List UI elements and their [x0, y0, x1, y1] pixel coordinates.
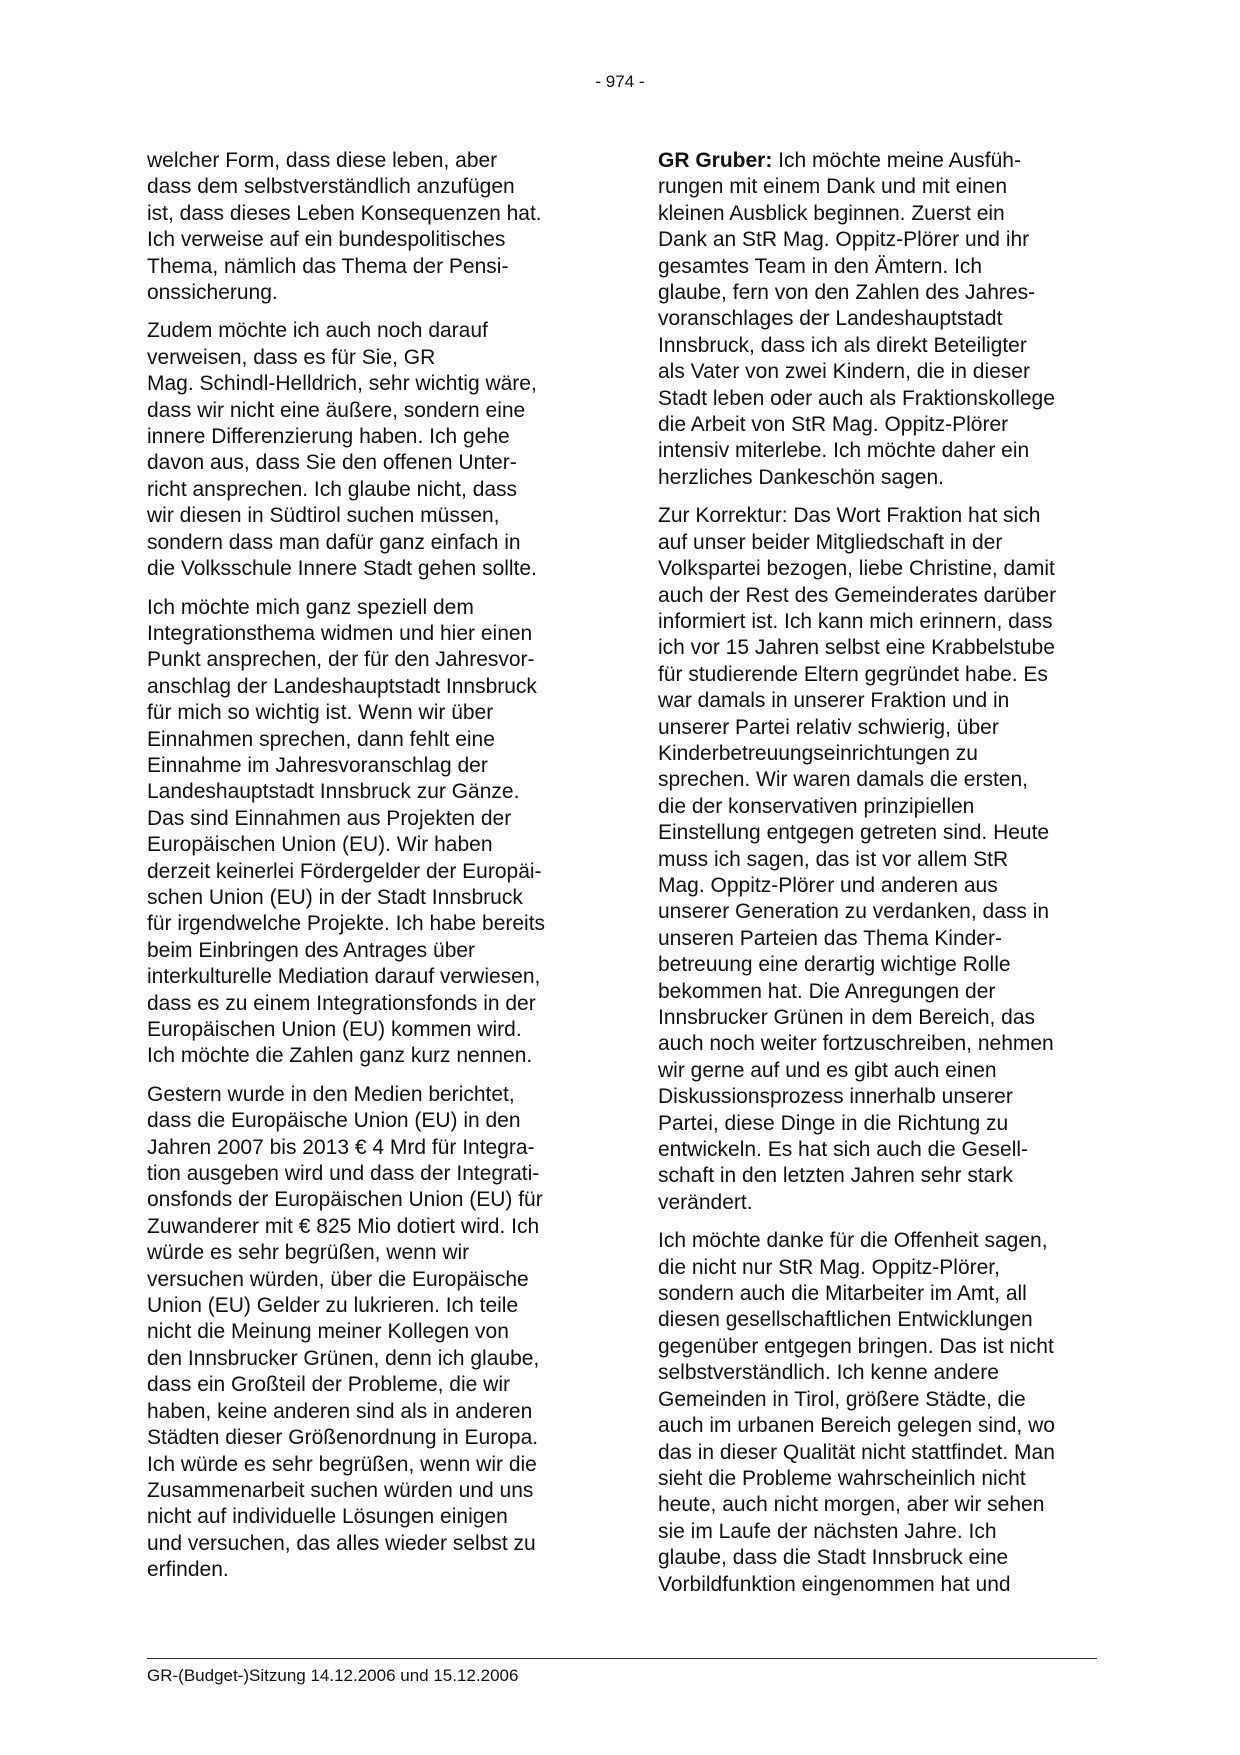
text-line: ist, dass dieses Leben Konsequenzen hat. — [147, 201, 542, 225]
text-line: versuchen würden, über die Europäische — [147, 1267, 529, 1291]
text-line: Einnahme im Jahresvoranschlag der — [147, 753, 488, 777]
page-number: - 974 - — [595, 72, 645, 91]
text-line — [658, 148, 1098, 174]
text-line: Vorbildfunktion eingenommen hat und — [658, 1572, 1011, 1596]
text-line: die Arbeit von StR Mag. Oppitz-Plörer — [658, 413, 1009, 437]
text-line: Zudem möchte ich auch noch darauf — [147, 319, 488, 343]
text-line: Partei, diese Dinge in die Richtung zu — [658, 1111, 1009, 1135]
footer-text: GR-(Budget-)Sitzung 14.12.2006 und 15.12.2006 — [147, 1666, 519, 1685]
text-line: Landeshauptstadt Innsbruck zur Gänze. — [147, 780, 520, 804]
paragraph — [147, 318, 587, 582]
text-line: davon aus, dass Sie den offenen Unter- — [147, 451, 517, 475]
text-line: welcher Form, dass diese leben, aber — [147, 149, 498, 172]
text-line: entwickeln. Es hat sich auch die Gesell- — [658, 1138, 1029, 1162]
text-line: Europäischen Union (EU) kommen wird. — [147, 1018, 522, 1041]
text-line: sondern dass man dafür ganz einfach in — [147, 530, 521, 554]
text-line: nicht auf individuelle Lösungen einigen — [147, 1505, 508, 1529]
text-line: erfinden. — [147, 1558, 229, 1582]
text-line: auf unser beider Mitgliedschaft in der — [658, 530, 1003, 554]
text-line: wir gerne auf und es gibt auch einen — [658, 1058, 997, 1082]
text-line: Zusammenarbeit suchen würden und uns — [147, 1478, 534, 1502]
text-line: für mich so wichtig ist. Wenn wir über — [147, 701, 494, 725]
text-line: intensiv miterlebe. Ich möchte daher ein — [658, 439, 1030, 463]
text-line: rungen mit einem Dank und mit einen — [658, 175, 1008, 199]
paragraph — [658, 1228, 1098, 1598]
text-line: innere Differenzierung haben. Ich gehe — [147, 425, 510, 449]
text-line: Volkspartei bezogen, liebe Christine, damit — [658, 557, 1055, 581]
text-line: für irgendwelche Projekte. Ich habe bereits — [147, 912, 546, 936]
text-line: verändert. — [658, 1190, 753, 1214]
text-line: dass es zu einem Integrationsfonds in der — [147, 991, 536, 1015]
text-line: richt ansprechen. Ich glaube nicht, dass — [147, 477, 518, 501]
text-line: Mag. Schindl-Helldrich, sehr wichtig wäre, — [147, 372, 537, 396]
text-line: verweisen, dass es für Sie, GR — [147, 345, 436, 369]
text-line: schaft in den letzten Jahren sehr stark — [658, 1164, 1013, 1188]
footer-divider — [147, 1658, 1097, 1659]
text-line: Einnahmen sprechen, dann fehlt eine — [147, 727, 495, 751]
text-line: beim Einbringen des Antrages über — [147, 938, 476, 962]
text-line: unserer Generation zu verdanken, dass in — [658, 900, 1050, 924]
text-line: unseren Parteien das Thema Kinder- — [658, 926, 1002, 950]
text-line: informiert ist. Ich kann mich erinnern, dass — [658, 609, 1053, 633]
paragraph — [147, 148, 587, 306]
text-line: Punkt ansprechen, der für den Jahresvor- — [147, 648, 535, 672]
text-line: Innsbrucker Grünen in dem Bereich, das — [658, 1006, 1036, 1029]
text-line: onsfonds der Europäischen Union (EU) für — [147, 1188, 543, 1212]
text-line: sprechen. Wir waren damals die ersten, — [658, 768, 1028, 792]
text-line: tion ausgeben wird und dass der Integrati- — [147, 1162, 540, 1186]
text-line: glaube, dass die Stadt Innsbruck eine — [658, 1546, 1009, 1570]
text-line: Ich würde es sehr begrüßen, wenn wir die — [147, 1452, 537, 1476]
paragraph — [658, 148, 1098, 491]
text-line: gegenüber entgegen bringen. Das ist nicht — [658, 1334, 1054, 1358]
text-line: Gemeinden in Tirol, größere Städte, die — [658, 1387, 1026, 1411]
text-line: sieht die Probleme wahrscheinlich nicht — [658, 1466, 1026, 1490]
text-line: Europäischen Union (EU). Wir haben — [147, 833, 493, 857]
text-line: Thema, nämlich das Thema der Pensi- — [147, 254, 509, 278]
text-line: Städten dieser Größenordnung in Europa. — [147, 1426, 539, 1450]
text-line: sondern auch die Mitarbeiter im Amt, all — [658, 1282, 1027, 1306]
text-line: anschlag der Landeshauptstadt Innsbruck — [147, 674, 537, 698]
text-line: die nicht nur StR Mag. Oppitz-Plörer, — [658, 1255, 1000, 1279]
text-line: die Volksschule Innere Stadt gehen sollte. — [147, 557, 537, 581]
text-line: Stadt leben oder auch als Fraktionskollege — [658, 386, 1055, 410]
text-line: Gestern wurde in den Medien berichtet, — [147, 1082, 515, 1106]
right-column — [658, 148, 1098, 1610]
text-line: Das sind Einnahmen aus Projekten der — [147, 806, 512, 830]
text-line: gesamtes Team in den Ämtern. Ich — [658, 254, 983, 278]
text-line: Innsbruck, dass ich als direkt Beteiligter — [658, 333, 1027, 357]
text-line: Diskussionsprozess innerhalb unserer — [658, 1085, 1013, 1109]
text-line: dass dem selbstverständlich anzufügen — [147, 175, 515, 199]
text-line: sie im Laufe der nächsten Jahre. Ich — [658, 1519, 997, 1543]
text-line: Ich verweise auf ein bundespolitisches — [147, 228, 506, 252]
text-line: kleinen Ausblick beginnen. Zuerst ein — [658, 201, 1005, 225]
text-line: unserer Partei relativ schwierig, über — [658, 715, 999, 739]
text-line: nicht die Meinung meiner Kollegen von — [147, 1320, 509, 1344]
text-line: betreuung eine derartig wichtige Rolle — [658, 953, 1011, 977]
text-line: Union (EU) Gelder zu lukrieren. Ich teile — [147, 1294, 519, 1318]
text-line: auch im urbanen Bereich gelegen sind, wo — [658, 1414, 1055, 1438]
text-line: derzeit keinerlei Fördergelder der Europäi- — [147, 859, 542, 883]
speaker-name: GR Gruber: — [658, 149, 773, 172]
text-line: Zur Korrektur: Das Wort Fraktion hat sich — [658, 504, 1041, 528]
text-line: wir diesen in Südtirol suchen müssen, — [147, 504, 500, 528]
text-line: Ich möchte die Zahlen ganz kurz nennen. — [147, 1044, 533, 1068]
text-line: für studierende Eltern gegründet habe. Es — [658, 662, 1048, 686]
text-line: Einstellung entgegen getreten sind. Heute — [658, 821, 1050, 845]
text-line: herzliches Dankeschön sagen. — [658, 465, 945, 489]
text-line: den Innsbrucker Grünen, denn ich glaube, — [147, 1346, 540, 1370]
text-line: Ich möchte mich ganz speziell dem — [147, 595, 474, 619]
text-line: Ich möchte danke für die Offenheit sagen, — [658, 1229, 1048, 1253]
text-line: bekommen hat. Die Anregungen der — [658, 979, 996, 1003]
text-line: voranschlages der Landeshauptstadt — [658, 307, 1003, 331]
text-line: muss ich sagen, das ist vor allem StR — [658, 847, 1009, 871]
text-line: haben, keine anderen sind als in anderen — [147, 1399, 533, 1423]
text-line: Mag. Oppitz-Plörer und anderen aus — [658, 873, 998, 897]
text-line: als Vater von zwei Kindern, die in dieser — [658, 360, 1030, 384]
text-line: auch noch weiter fortzuschreiben, nehmen — [658, 1032, 1054, 1056]
text-line: selbstverständlich. Ich kenne andere — [658, 1361, 999, 1385]
text-line: dass ein Großteil der Probleme, die wir — [147, 1373, 510, 1397]
text-line: schen Union (EU) in der Stadt Innsbruck — [147, 885, 523, 909]
text-line: das in dieser Qualität nicht stattfindet. Man — [658, 1440, 1055, 1464]
text-line: Zuwanderer mit € 825 Mio dotiert wird. Ich — [147, 1214, 540, 1238]
text-line: interkulturelle Mediation darauf verwiesen, — [147, 965, 541, 989]
text-line: auch der Rest des Gemeinderates darüber — [658, 583, 1057, 607]
text-line: Kinderbetreuungseinrichtungen zu — [658, 741, 978, 765]
text-line: ich vor 15 Jahren selbst eine Krabbelstube — [658, 636, 1055, 660]
text-line: war damals in unserer Fraktion und in — [658, 689, 1010, 713]
text-line: dass wir nicht eine äußere, sondern eine — [147, 398, 526, 422]
text-line: würde es sehr begrüßen, wenn wir — [147, 1241, 470, 1265]
paragraph — [147, 1082, 587, 1584]
left-column — [147, 148, 587, 1596]
text-line: die der konservativen prinzipiellen — [658, 794, 975, 818]
text-line: glaube, fern von den Zahlen des Jahres- — [658, 281, 1036, 305]
text-line-rest: Ich möchte meine Ausfüh- — [772, 149, 1021, 172]
text-line: und versuchen, das alles wieder selbst zu — [147, 1531, 536, 1555]
text-line: Integrationsthema widmen und hier einen — [147, 621, 533, 645]
text-line: dass die Europäische Union (EU) in den — [147, 1109, 521, 1133]
paragraph — [658, 503, 1098, 1216]
text-line: heute, auch nicht morgen, aber wir sehen — [658, 1493, 1045, 1517]
paragraph — [147, 595, 587, 1070]
text-line: Jahren 2007 bis 2013 € 4 Mrd für Integra- — [147, 1135, 535, 1159]
text-line: onssicherung. — [147, 281, 278, 305]
text-line: diesen gesellschaftlichen Entwicklungen — [658, 1308, 1033, 1332]
text-line: Dank an StR Mag. Oppitz-Plörer und ihr — [658, 228, 1030, 252]
